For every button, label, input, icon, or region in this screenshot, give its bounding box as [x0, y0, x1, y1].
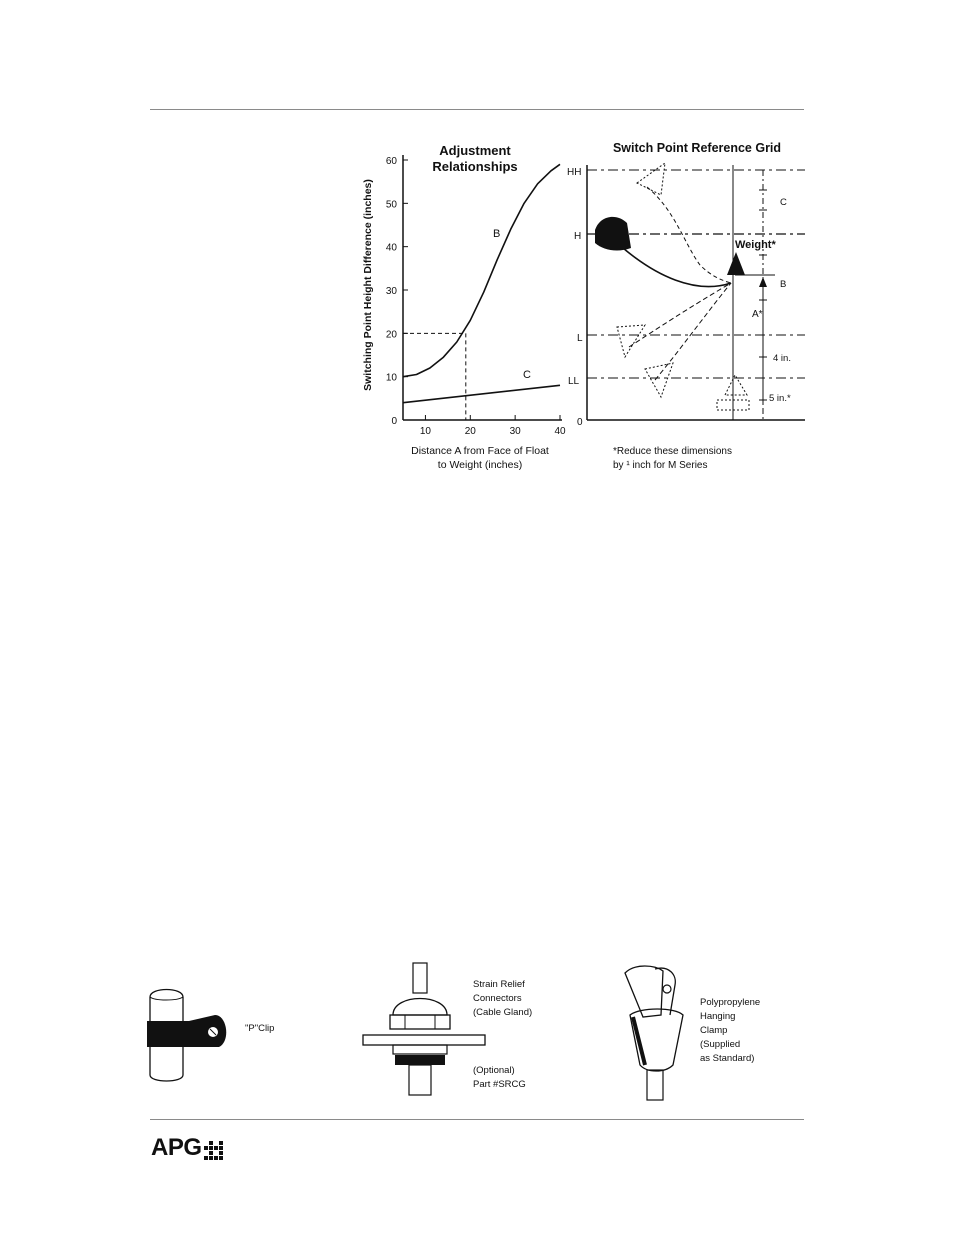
y-tick-label: 20 — [385, 329, 397, 341]
level-label-h: H — [574, 231, 582, 242]
cable-high — [623, 248, 731, 287]
switch-point-figure — [355, 135, 815, 480]
float-hh-icon — [637, 163, 665, 195]
apg-logo — [151, 1134, 223, 1162]
chart-title-line1: Adjustment — [439, 143, 511, 158]
x-tick-label: 20 — [464, 426, 476, 437]
weight-icon — [727, 252, 745, 275]
float-high-icon — [595, 217, 631, 251]
accessories-figure — [135, 955, 815, 1105]
cable-l — [629, 283, 731, 347]
cable-hh — [647, 187, 731, 283]
chart-ylabel: Switching Point Height Difference (inches) — [362, 179, 374, 391]
float-l-icon — [617, 325, 645, 357]
a-dimension-arrow — [759, 277, 767, 287]
curve-c-label: C — [523, 369, 531, 381]
a-dimension-label: A* — [752, 309, 763, 320]
logo-mark-icon — [204, 1141, 223, 1160]
series-line-c — [403, 385, 560, 402]
clamp-line4: (Supplied — [700, 1039, 741, 1050]
grid-title: Switch Point Reference Grid — [612, 141, 782, 155]
x-tick-label: 30 — [509, 426, 521, 437]
level-label-zero: 0 — [577, 417, 583, 428]
chart-series — [403, 164, 560, 402]
clamp-line3: Clamp — [700, 1025, 728, 1036]
float-ll-icon — [645, 363, 673, 397]
y-tick-label: 10 — [385, 372, 397, 384]
x-tick-label: 10 — [419, 426, 431, 437]
weight-label: Weight* — [735, 239, 776, 251]
optional-line1: (Optional) — [473, 1065, 515, 1076]
y-tick-label: 50 — [385, 199, 397, 211]
dimension-4in: 4 in. — [773, 353, 791, 364]
y-tick-label: 40 — [385, 242, 397, 254]
clamp-line5: as Standard) — [700, 1053, 755, 1064]
chart-xlabel-line2: to Weight (inches) — [437, 459, 523, 471]
series-line-b — [403, 164, 560, 376]
footer-rule — [150, 1119, 804, 1120]
hanging-clamp-icon — [625, 966, 683, 1100]
strain-relief-line3: (Cable Gland) — [473, 1007, 533, 1018]
y-tick-label: 60 — [385, 156, 397, 167]
dimension-b: B — [780, 279, 787, 290]
clamp-line2: Hanging — [700, 1011, 736, 1022]
chart-xlabel-line1: Distance A from Face of Float — [411, 445, 549, 457]
y-tick-label: 0 — [391, 416, 397, 427]
level-label-hh: HH — [567, 167, 582, 178]
p-clip-label: "P"Clip — [245, 1023, 275, 1034]
strain-relief-line1: Strain Relief — [473, 979, 525, 990]
chart-reference-lines — [403, 333, 466, 420]
p-clip-icon — [147, 990, 226, 1082]
strain-relief-icon — [363, 963, 485, 1095]
strain-relief-line2: Connectors — [473, 993, 522, 1004]
cable-ll — [655, 283, 731, 380]
header-rule — [150, 109, 804, 110]
chart-title-line2: Relationships — [432, 159, 518, 174]
level-label-l: L — [577, 333, 583, 344]
clamp-line1: Polypropylene — [700, 997, 761, 1008]
curve-b-label: B — [493, 228, 501, 240]
level-label-ll: LL — [568, 376, 580, 387]
grid-note-line2: by ¹ inch for M Series — [613, 460, 708, 471]
y-tick-label: 30 — [385, 286, 397, 297]
x-tick-label: 40 — [554, 426, 566, 437]
grid-note-line1: *Reduce these dimensions — [613, 446, 732, 457]
dimension-5in: 5 in.* — [769, 393, 791, 404]
logo-text: APG — [151, 1134, 202, 1161]
chart-axes — [403, 155, 562, 420]
dimension-c: C — [780, 197, 787, 208]
optional-line2: Part #SRCG — [473, 1079, 526, 1090]
